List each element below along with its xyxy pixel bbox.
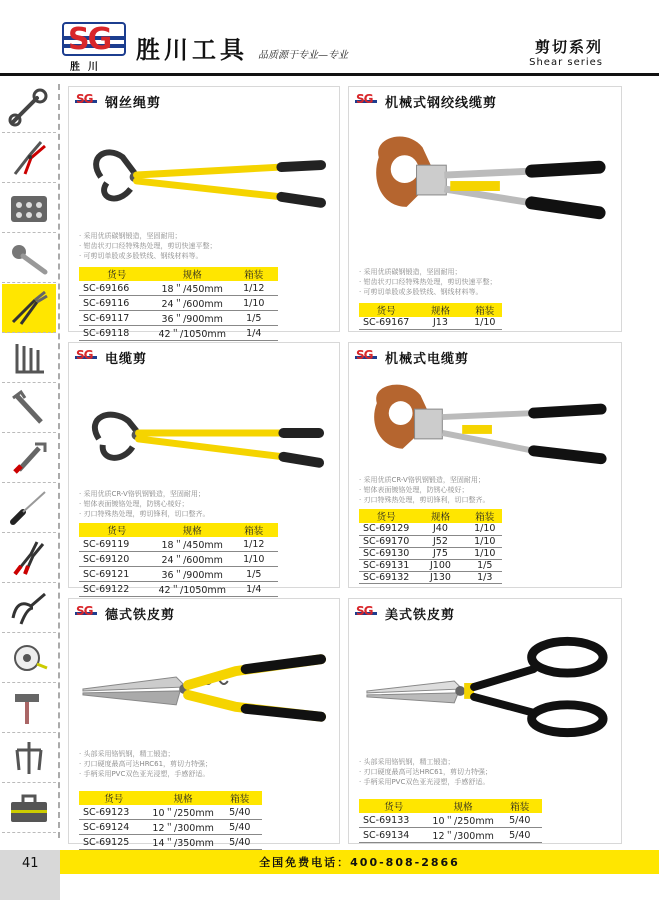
tape-measure-icon[interactable]	[2, 634, 56, 683]
item-pack: 1/10	[468, 547, 502, 559]
feature-line: · 钳体表面镀铬处理，防锈心棱好；	[359, 486, 469, 494]
item-pack: 1/4	[230, 582, 278, 597]
wire-stripper-icon[interactable]	[2, 534, 56, 583]
series-subtitle: Shear series	[529, 57, 603, 68]
product-image	[77, 629, 331, 739]
table-row	[79, 537, 278, 552]
panel-title	[355, 604, 455, 622]
series-title: 剪切系列	[534, 38, 603, 56]
col-spec: 规格	[148, 791, 217, 805]
feature-line: · 可剪切单股或多股铁线、钢线材料等。	[359, 288, 483, 296]
category-sidebar	[0, 84, 60, 838]
item-spec: J75	[413, 547, 467, 559]
item-spec: 18＂/450mm	[154, 281, 229, 296]
logo-letters: SG	[68, 22, 111, 56]
col-spec: 规格	[413, 509, 467, 523]
item-spec: 36＂/900mm	[154, 567, 229, 582]
item-no: SC-69116	[79, 296, 154, 311]
feature-line: · 钳体表面镀铬处理，防锈心棱好；	[79, 500, 189, 508]
item-pack: 1/5	[468, 559, 502, 571]
item-spec: 18＂/450mm	[154, 537, 229, 552]
product-features	[359, 757, 492, 787]
col-spec: 规格	[154, 523, 229, 537]
spec-header-row	[359, 799, 542, 813]
product-image	[77, 117, 331, 237]
item-no: SC-69132	[359, 571, 413, 583]
spec-table	[79, 791, 262, 850]
item-spec: 24＂/600mm	[154, 552, 229, 567]
table-row	[79, 296, 278, 311]
item-spec: 10＂/250mm	[148, 805, 217, 820]
table-row	[359, 317, 502, 329]
product-panel-ratchet-cable-cutter	[348, 342, 622, 588]
item-no: SC-69125	[79, 835, 148, 850]
table-row	[359, 547, 502, 559]
product-features	[79, 231, 216, 261]
item-no: SC-69124	[79, 820, 148, 835]
feature-line: · 采用优质CR-V铬钒钢锻造，坚固耐用；	[359, 476, 485, 484]
item-no: SC-69121	[79, 567, 154, 582]
item-pack: 1/4	[230, 326, 278, 341]
brand-mini-logo: SG	[355, 94, 377, 108]
item-pack: 1/5	[230, 311, 278, 326]
table-row	[79, 326, 278, 341]
spec-table	[79, 267, 278, 341]
col-pack: 箱装	[218, 791, 262, 805]
logo-mark	[62, 22, 126, 56]
item-spec: 36＂/900mm	[154, 311, 229, 326]
product-features	[79, 749, 212, 779]
feature-line: · 刃口特殊热处理，剪切锋利，切口整齐。	[79, 510, 210, 518]
col-pack: 箱装	[468, 509, 502, 523]
feature-line: · 采用优质碳钢锻造，坚固耐用；	[359, 268, 462, 276]
product-panel-german-tin-snips	[68, 598, 340, 849]
spec-header-row	[79, 791, 262, 805]
table-row	[79, 805, 262, 820]
item-spec: 42＂/1050mm	[154, 582, 229, 597]
header-divider	[0, 73, 659, 76]
item-pack: 5/40	[218, 805, 262, 820]
spec-table	[359, 509, 502, 584]
item-no: SC-69122	[79, 582, 154, 597]
table-row	[79, 582, 278, 597]
product-panel-american-tin-snips	[348, 598, 622, 844]
puller-icon[interactable]	[2, 734, 56, 783]
logo-subtitle: 胜川	[70, 62, 106, 73]
item-pack: 1/5	[230, 567, 278, 582]
item-spec: J52	[413, 535, 467, 547]
page-number: 41	[22, 856, 39, 871]
item-pack: 1/10	[230, 296, 278, 311]
col-pack: 箱装	[230, 267, 278, 281]
item-pack: 5/40	[498, 813, 542, 828]
feature-line: · 头部采用铬钒钢，精工锻造；	[359, 758, 455, 766]
item-no: SC-69167	[359, 317, 413, 329]
item-spec: 12＂/300mm	[148, 820, 217, 835]
item-pack: 1/10	[230, 552, 278, 567]
shears-icon[interactable]	[2, 284, 56, 333]
brand-mini-logo: SG	[355, 350, 377, 364]
feature-line: · 钳齿状刃口经特殊热处理，剪切快速平整；	[79, 242, 217, 250]
panel-title	[75, 604, 175, 622]
item-no: SC-69130	[359, 547, 413, 559]
product-image	[77, 373, 331, 493]
socket-set-icon[interactable]	[2, 184, 56, 233]
item-pack: 1/10	[468, 535, 502, 547]
ratchet-icon[interactable]	[2, 234, 56, 283]
item-spec: 10＂/250mm	[428, 813, 497, 828]
table-row	[79, 835, 262, 850]
spec-header-row	[79, 523, 278, 537]
item-no: SC-69166	[79, 281, 154, 296]
item-pack: 1/3	[468, 571, 502, 583]
item-spec: 12＂/300mm	[428, 828, 497, 843]
toolbox-icon[interactable]	[2, 784, 56, 833]
table-row	[359, 559, 502, 571]
table-row	[79, 820, 262, 835]
tin-snips-icon[interactable]	[2, 584, 56, 633]
item-no: SC-69119	[79, 537, 154, 552]
col-item-no: 货号	[79, 791, 148, 805]
panel-title	[75, 348, 147, 366]
table-row	[359, 535, 502, 547]
feature-line: · 采用优质碳钢锻造，坚固耐用；	[79, 232, 182, 240]
item-pack: 1/10	[468, 317, 502, 329]
product-panel-wire-rope-cutter	[68, 86, 340, 340]
feature-line: · 钳齿状刃口经特殊热处理，剪切快速平整；	[359, 278, 497, 286]
product-features	[359, 267, 496, 297]
item-spec: J40	[413, 523, 467, 535]
feature-line: · 刃口硬度最高可达HRC61，剪切力特强；	[79, 760, 213, 768]
item-no: SC-69120	[79, 552, 154, 567]
product-name: 美式铁皮剪	[385, 607, 456, 623]
table-row	[359, 571, 502, 583]
hotline-text: 全国免费电话：400-808-2866	[259, 856, 460, 869]
item-pack: 5/40	[498, 828, 542, 843]
product-name: 德式铁皮剪	[105, 607, 176, 623]
product-name: 机械式电缆剪	[385, 351, 470, 367]
item-no: SC-69170	[359, 535, 413, 547]
item-spec: 24＂/600mm	[154, 296, 229, 311]
brand-logo	[62, 22, 130, 72]
item-pack: 5/40	[218, 820, 262, 835]
col-spec: 规格	[428, 799, 497, 813]
item-pack: 1/12	[230, 537, 278, 552]
col-pack: 箱装	[468, 303, 502, 317]
hex-key-icon[interactable]	[2, 334, 56, 383]
col-item-no: 货号	[79, 267, 154, 281]
table-row	[79, 281, 278, 296]
product-image	[357, 117, 613, 257]
feature-line: · 刃口硬度最高可达HRC61，剪切力特强；	[359, 768, 493, 776]
brand-mini-logo: SG	[75, 606, 97, 620]
item-no: SC-69117	[79, 311, 154, 326]
product-features	[79, 489, 209, 519]
product-panel-ratchet-steel-cable-cutter	[348, 86, 622, 332]
spec-table	[79, 523, 278, 597]
spec-header-row	[359, 303, 502, 317]
panel-title	[355, 92, 497, 110]
item-pack: 5/40	[218, 835, 262, 850]
item-no: SC-69134	[359, 828, 428, 843]
table-row	[359, 523, 502, 535]
product-image	[357, 629, 613, 739]
item-spec: J130	[413, 571, 467, 583]
item-spec: J100	[413, 559, 467, 571]
col-item-no: 货号	[79, 523, 154, 537]
table-row	[79, 311, 278, 326]
screwdriver-icon[interactable]	[2, 484, 56, 533]
product-name: 机械式钢绞线缆剪	[385, 95, 498, 111]
brand-name: 胜川工具	[136, 35, 248, 64]
pipe-wrench-icon[interactable]	[2, 384, 56, 433]
item-no: SC-69123	[79, 805, 148, 820]
col-pack: 箱装	[230, 523, 278, 537]
brand-slogan: 品质源于专业—专业	[258, 50, 348, 61]
item-pack: 1/12	[230, 281, 278, 296]
table-row	[359, 813, 542, 828]
wrench-icon[interactable]	[2, 84, 56, 133]
panel-title	[355, 348, 469, 366]
col-item-no: 货号	[359, 509, 413, 523]
table-row	[79, 552, 278, 567]
feature-line: · 可剪切单股或多股铁线、钢线材料等。	[79, 252, 203, 260]
table-row	[79, 567, 278, 582]
table-row	[359, 828, 542, 843]
hammer-icon[interactable]	[2, 684, 56, 733]
item-spec: J13	[413, 317, 467, 329]
spec-header-row	[359, 509, 502, 523]
item-spec: 14＂/350mm	[148, 835, 217, 850]
spec-header-row	[79, 267, 278, 281]
brand-mini-logo: SG	[75, 94, 97, 108]
brand-mini-logo: SG	[355, 606, 377, 620]
item-no: SC-69133	[359, 813, 428, 828]
item-no: SC-69131	[359, 559, 413, 571]
feature-line: · 手柄采用PVC双色亚光浸塑，手感舒适。	[359, 778, 490, 786]
item-no: SC-69129	[359, 523, 413, 535]
product-name: 电缆剪	[105, 351, 148, 367]
brand-mini-logo: SG	[75, 350, 97, 364]
col-item-no: 货号	[359, 303, 413, 317]
adjustable-wrench-icon[interactable]	[2, 434, 56, 483]
col-item-no: 货号	[359, 799, 428, 813]
product-panel-cable-cutter	[68, 342, 340, 596]
spec-table	[359, 303, 502, 330]
col-spec: 规格	[413, 303, 467, 317]
col-pack: 箱装	[498, 799, 542, 813]
feature-line: · 采用优质CR-V铬钒钢锻造，坚固耐用；	[79, 490, 205, 498]
spec-table	[359, 799, 542, 843]
panel-title	[75, 92, 161, 110]
feature-line: · 头部采用铬钒钢，精工锻造；	[79, 750, 175, 758]
product-features	[359, 475, 489, 505]
item-spec: 42＂/1050mm	[154, 326, 229, 341]
feature-line: · 手柄采用PVC双色亚光浸塑，手感舒适。	[79, 770, 210, 778]
footer-hotline-bar	[60, 850, 659, 874]
col-spec: 规格	[154, 267, 229, 281]
product-name: 钢丝绳剪	[105, 95, 162, 111]
item-pack: 1/10	[468, 523, 502, 535]
pliers-icon[interactable]	[2, 134, 56, 183]
item-no: SC-69118	[79, 326, 154, 341]
feature-line: · 刃口特殊热处理，剪切锋利，切口整齐。	[359, 496, 490, 504]
product-image	[357, 373, 613, 473]
